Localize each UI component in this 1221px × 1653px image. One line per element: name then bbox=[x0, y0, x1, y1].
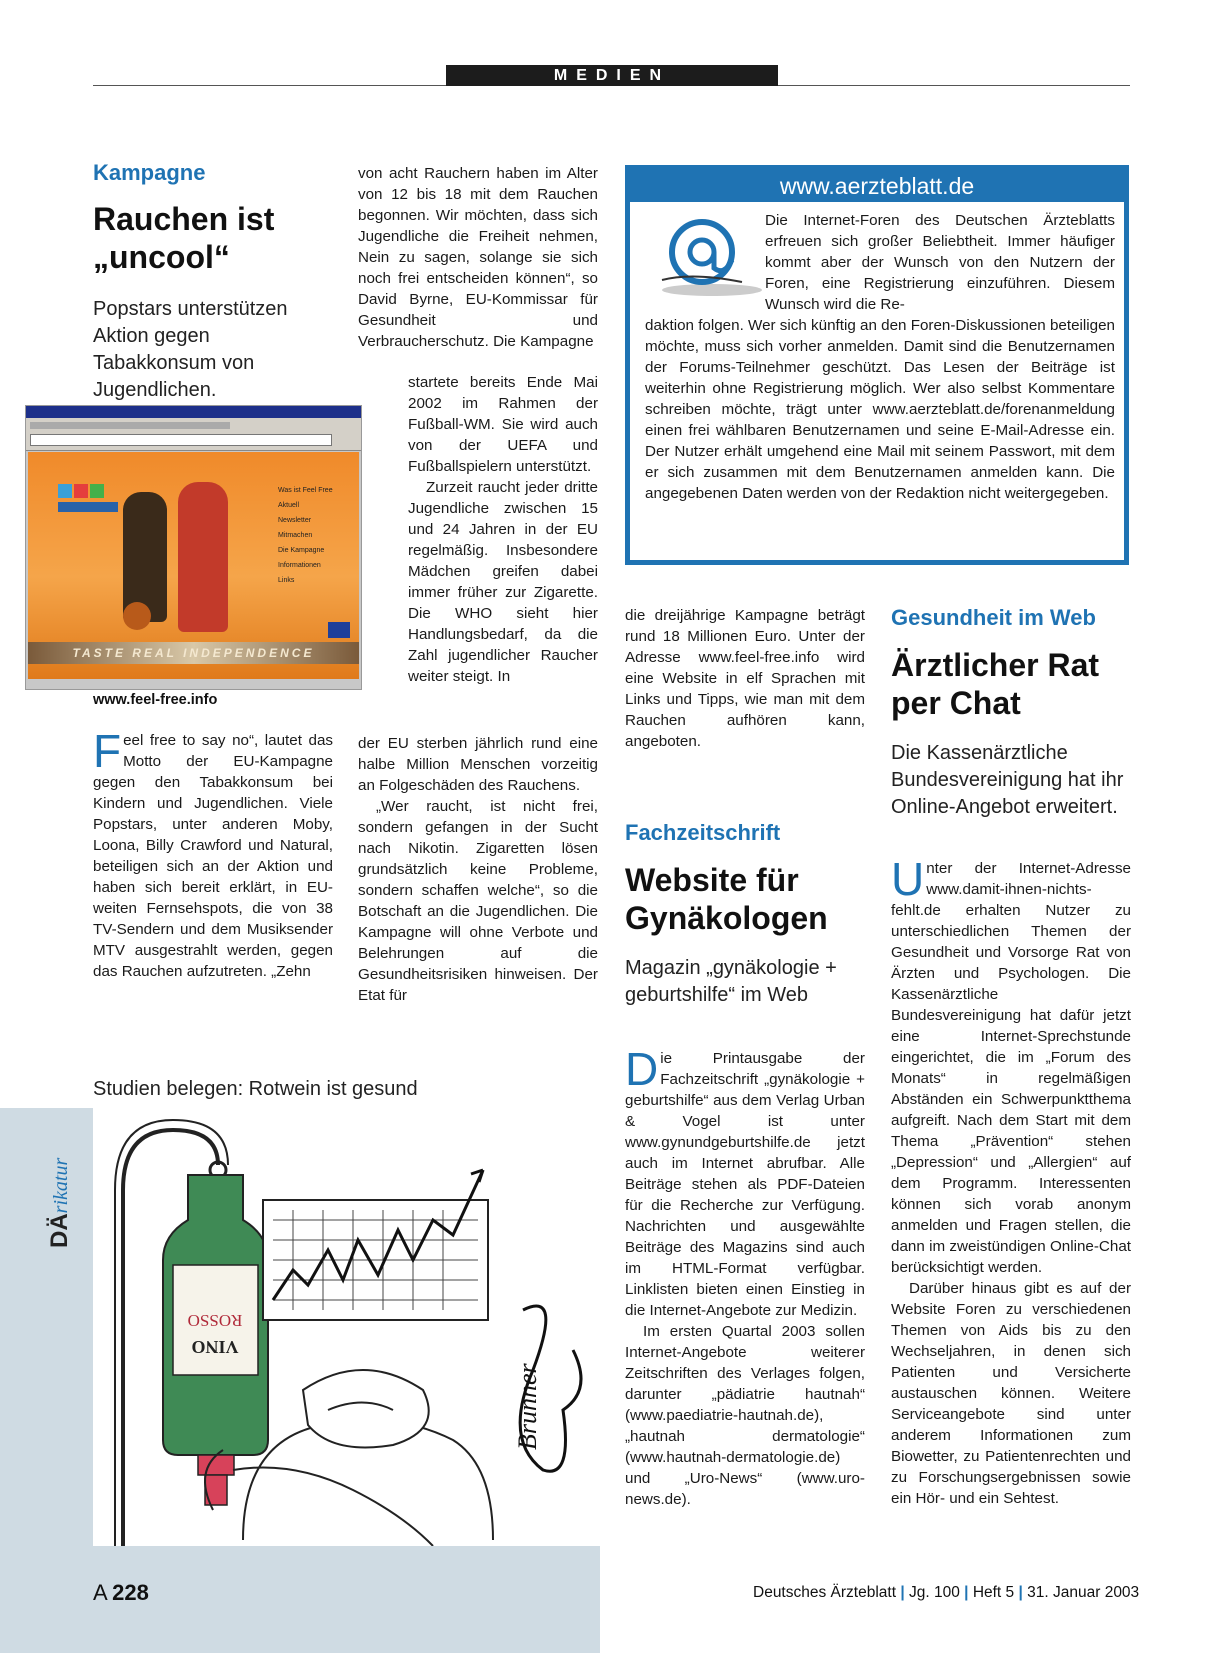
eu-flag-icon bbox=[328, 622, 350, 638]
dropcap: F bbox=[93, 725, 122, 777]
site-menu-item: Informationen bbox=[278, 562, 321, 569]
aerzteblatt-infobox bbox=[625, 165, 1129, 565]
article2-headline-line2: Gynäkologen bbox=[625, 900, 828, 936]
bottle-label-top: ROSSO bbox=[187, 1311, 243, 1330]
basketball bbox=[123, 602, 151, 630]
website-area bbox=[28, 452, 359, 679]
article3-headline-line1: Ärztlicher Rat bbox=[891, 647, 1100, 683]
article2-deck: Magazin „gynäkologie + geburtshilfe“ im Web bbox=[625, 957, 837, 1006]
infobox-text-bottom: daktion folgen. Wer sich künftig an den Foren-Diskussionen beteiligen möchte, muss sich vorher anmelden. Damit sind die Benutzernamen der Forums-Teilnehmer geschützt. Das Lesen der Beiträge ist weiterhin ohne Registrierung möglich. Wer also selbst Kommentare schreiben möchte, trägt unter www.aerzteblatt.de/forenanmeldung einen frei wählbaren Benutzernamen und seine E-Mail-Adresse ein. Der Nutzer erhält umgehend eine Mail mit seinem Passwort, mit dem er sich zusammen mit dem Benutzernamen anmelden kann. Die angegebenen Daten werden von der Redaktion nicht weitergegeben. bbox=[645, 317, 1115, 502]
site-menu-item: Die Kampagne bbox=[278, 547, 325, 554]
article3-kicker: Gesundheit im Web bbox=[891, 605, 1096, 630]
article1-body-col3: die dreijährige Kampagne beträgt rund 18 Millionen Euro. Unter der Adresse www.feel-free.info wird eine Website in elf Sprachen mit Links und Tipps, wie man mit dem Rauchen aufhören kann, angeboten. bbox=[625, 607, 865, 750]
feel-free-logo bbox=[58, 484, 118, 526]
journal-date: 31. Januar 2003 bbox=[1027, 1584, 1140, 1601]
screenshot-banner: TASTE REAL INDEPENDENCE bbox=[28, 642, 359, 664]
article2-body bbox=[625, 1043, 865, 1510]
site-menu-item: Was ist Feel Free bbox=[278, 487, 333, 494]
daerikatur-bold: DÄ bbox=[46, 1213, 73, 1248]
article1-paragraph: der EU sterben jährlich rund eine halbe Million Menschen vorzeitig an Folgeschäden des Rauchens. bbox=[358, 735, 598, 794]
journal-issue: Heft 5 bbox=[972, 1584, 1015, 1601]
article2-headline bbox=[625, 861, 828, 937]
article1-headline-line1: Rauchen ist bbox=[93, 201, 275, 237]
article1-paragraph: „Wer raucht, ist nicht frei, sondern gefangen in der Sucht nach Nikotin. Zigaretten lösen grundsätzlich keine Probleme, sondern schaffen welche“, so die Botschaft an die Jugendlichen. Die Kampagne will ohne Verbote und Belehrungen auf die Gesundheitsrisiken hinweisen. Der Etat für bbox=[358, 798, 598, 1004]
browser-toolbar bbox=[26, 418, 361, 451]
article1-paragraph: eel free to say no“, lautet das Motto der EU-Kampagne gegen den Tabakkonsum bei Kindern und Jugendlichen. Viele Popstars, unter anderen Moby, Loona, Billy Crawford und Natural, beteiligen sich an der Aktion und haben sich bereit erklärt, in EU-weiten Fernsehspots, die von 38 TV-Sendern und dem Musiksender MTV ausgestrahlt werden, gegen das Rauchen aufzutreten. „Zehn bbox=[93, 732, 333, 980]
article1-body-col2-narrow bbox=[408, 372, 598, 687]
article3-body bbox=[891, 853, 1131, 1509]
article1-headline bbox=[93, 200, 274, 276]
dropcap: D bbox=[625, 1043, 659, 1095]
article2-paragraph: ie Printausgabe der Fachzeitschrift „gynäkologie + geburtshilfe“ aus dem Verlag Urban & Vogel ist unter www.gynundgeburtshilfe.de jetzt auch im Internet abrufbar. Alle Beiträge stehen als PDF-Dateien für die Recherche zur Verfügung. Nachrichten und ausgewählte Beiträge des Magazins sind auch im HTML-Format verfügbar. Linklisten bieten einen Einstieg in die Internet-Angebote zur Medizin. bbox=[625, 1050, 865, 1319]
cartoon-caption: Studien belegen: Rotwein ist gesund bbox=[93, 1078, 418, 1100]
page-number bbox=[93, 1580, 149, 1606]
daerikatur-label bbox=[40, 1130, 76, 1250]
feel-free-screenshot bbox=[25, 405, 362, 690]
article3-paragraph: Darüber hinaus gibt es auf der Website Foren zu verschiedenen Themen von Aids bis zu den Wechseljahren, in denen sich Patienten und Versicherte austauschen können. Weitere Serviceangebote sind unter anderem Informationen zum Biowetter, zu Patientenrechten und zu Forschungsergebnissen sowie ein Hör- und ein Sehtest. bbox=[891, 1280, 1131, 1507]
browser-titlebar bbox=[26, 406, 361, 418]
article1-kicker: Kampagne bbox=[93, 160, 206, 185]
article3-headline-line2: per Chat bbox=[891, 685, 1021, 721]
article3-paragraph: nter der Internet-Adresse www.damit-ihnen-nichts-fehlt.de erhalten Nutzer zu unterschiedlichen Themen der Gesundheit und Vorsorge Rat von Ärzten und Psychologen. Die Kassenärztliche Bundesvereinigung hat dafür jetzt eine Internet-Sprechstunde eingerichtet, die im „Forum des Monats“ in regelmäßigen Abständen ein Schwerpunktthema aufgreift. Nach dem Start mit dem Thema „Prävention“ stehen „Depression“ und „Allergien“ auf dem Programm. Interessenten können sich vorab anonym anmelden und Fragen stellen, die dann im zweistündigen Online-Chat berücksichtigt werden. bbox=[891, 860, 1131, 1276]
site-menu-item: Mitmachen bbox=[278, 532, 313, 539]
daerikatur-italic: rikatur bbox=[50, 1157, 72, 1214]
infobox-title: www.aerzteblatt.de bbox=[630, 170, 1124, 202]
cartoon-drawing bbox=[93, 1110, 598, 1546]
footer-band bbox=[0, 1546, 600, 1653]
article1-paragraph: startete bereits Ende Mai 2002 im Rahmen der Fußball-WM. Sie wird auch von der UEFA und Fußballspielern unterstützt. bbox=[408, 374, 598, 475]
page-prefix: A bbox=[93, 1580, 108, 1605]
article3-headline bbox=[891, 646, 1099, 722]
article3-deck: Die Kassenärztliche Bundesvereinigung hat ihr Online-Angebot erweitert. bbox=[891, 742, 1124, 818]
article1-headline-line2: „uncool“ bbox=[93, 239, 230, 275]
journal-name: Deutsches Ärzteblatt bbox=[753, 1584, 897, 1601]
bottle-label-bottom: VINO bbox=[191, 1337, 239, 1357]
person-left bbox=[123, 492, 167, 622]
article2-kicker: Fachzeitschrift bbox=[625, 820, 781, 845]
journal-volume: Jg. 100 bbox=[908, 1584, 960, 1601]
site-menu-item: Newsletter bbox=[278, 517, 312, 524]
at-sign-icon bbox=[642, 210, 762, 300]
person-right bbox=[178, 482, 228, 632]
footer-citation: Deutsches Ärzteblatt | Jg. 100 | Heft 5 | 31. Januar 2003 bbox=[753, 1584, 1140, 1601]
article1-body-col2-top: von acht Rauchern haben im Alter von 12 bis 18 mit dem Rauchen begonnen. Wir möchten, dass sich Jugendliche die Freiheit nehmen, Nein zu sagen, solange sie sich noch frei entscheiden können“, so David Byrne, EU-Kommissar für Gesundheit und Verbraucherschutz. Die Kampagne bbox=[358, 165, 598, 350]
site-menu-item: Aktuell bbox=[278, 502, 300, 509]
article2-headline-line1: Website für bbox=[625, 862, 799, 898]
site-menu bbox=[278, 487, 358, 592]
article1-body-col2-bottom bbox=[358, 733, 598, 1006]
article2-paragraph: Im ersten Quartal 2003 sollen Internet-Angebote weiterer Zeitschriften des Verlages folgen, darunter „pädiatrie hautnah“ (www.paediatrie-hautnah.de), „hautnah dermatologie“ (www.hautnah-dermatologie.de) und „Uro-News“ (www.uro-news.de). bbox=[625, 1323, 865, 1508]
article1-paragraph: Zurzeit raucht jeder dritte Jugendliche zwischen 15 und 24 Jahren in der EU regelmäßig. Insbesondere Mädchen greifen dabei immer früher zur Zigarette. Die WHO sieht hier Handlungsbedarf, da die Zahl jugendlicher Raucher weiter steigt. In bbox=[408, 479, 598, 685]
dropcap: U bbox=[891, 853, 925, 905]
site-menu-item: Links bbox=[278, 577, 295, 584]
article1-deck: Popstars unterstützen Aktion gegen Tabakkonsum von Jugendlichen. bbox=[93, 298, 288, 401]
page-number-value: 228 bbox=[112, 1580, 149, 1605]
article1-body-col1 bbox=[93, 725, 333, 1027]
infobox-text-top: Die Internet-Foren des Deutschen Ärzteblatts erfreuen sich großer Beliebtheit. Immer häufiger kommt aber der Wunsch von den Nutzern der Foren, eine Registrierung einzuführen. Diesem Wunsch wird die Re- bbox=[765, 212, 1115, 313]
section-label: MEDIEN bbox=[446, 65, 778, 86]
cartoonist-signature: Brunner bbox=[513, 1363, 542, 1450]
image-caption: www.feel-free.info bbox=[93, 692, 218, 708]
